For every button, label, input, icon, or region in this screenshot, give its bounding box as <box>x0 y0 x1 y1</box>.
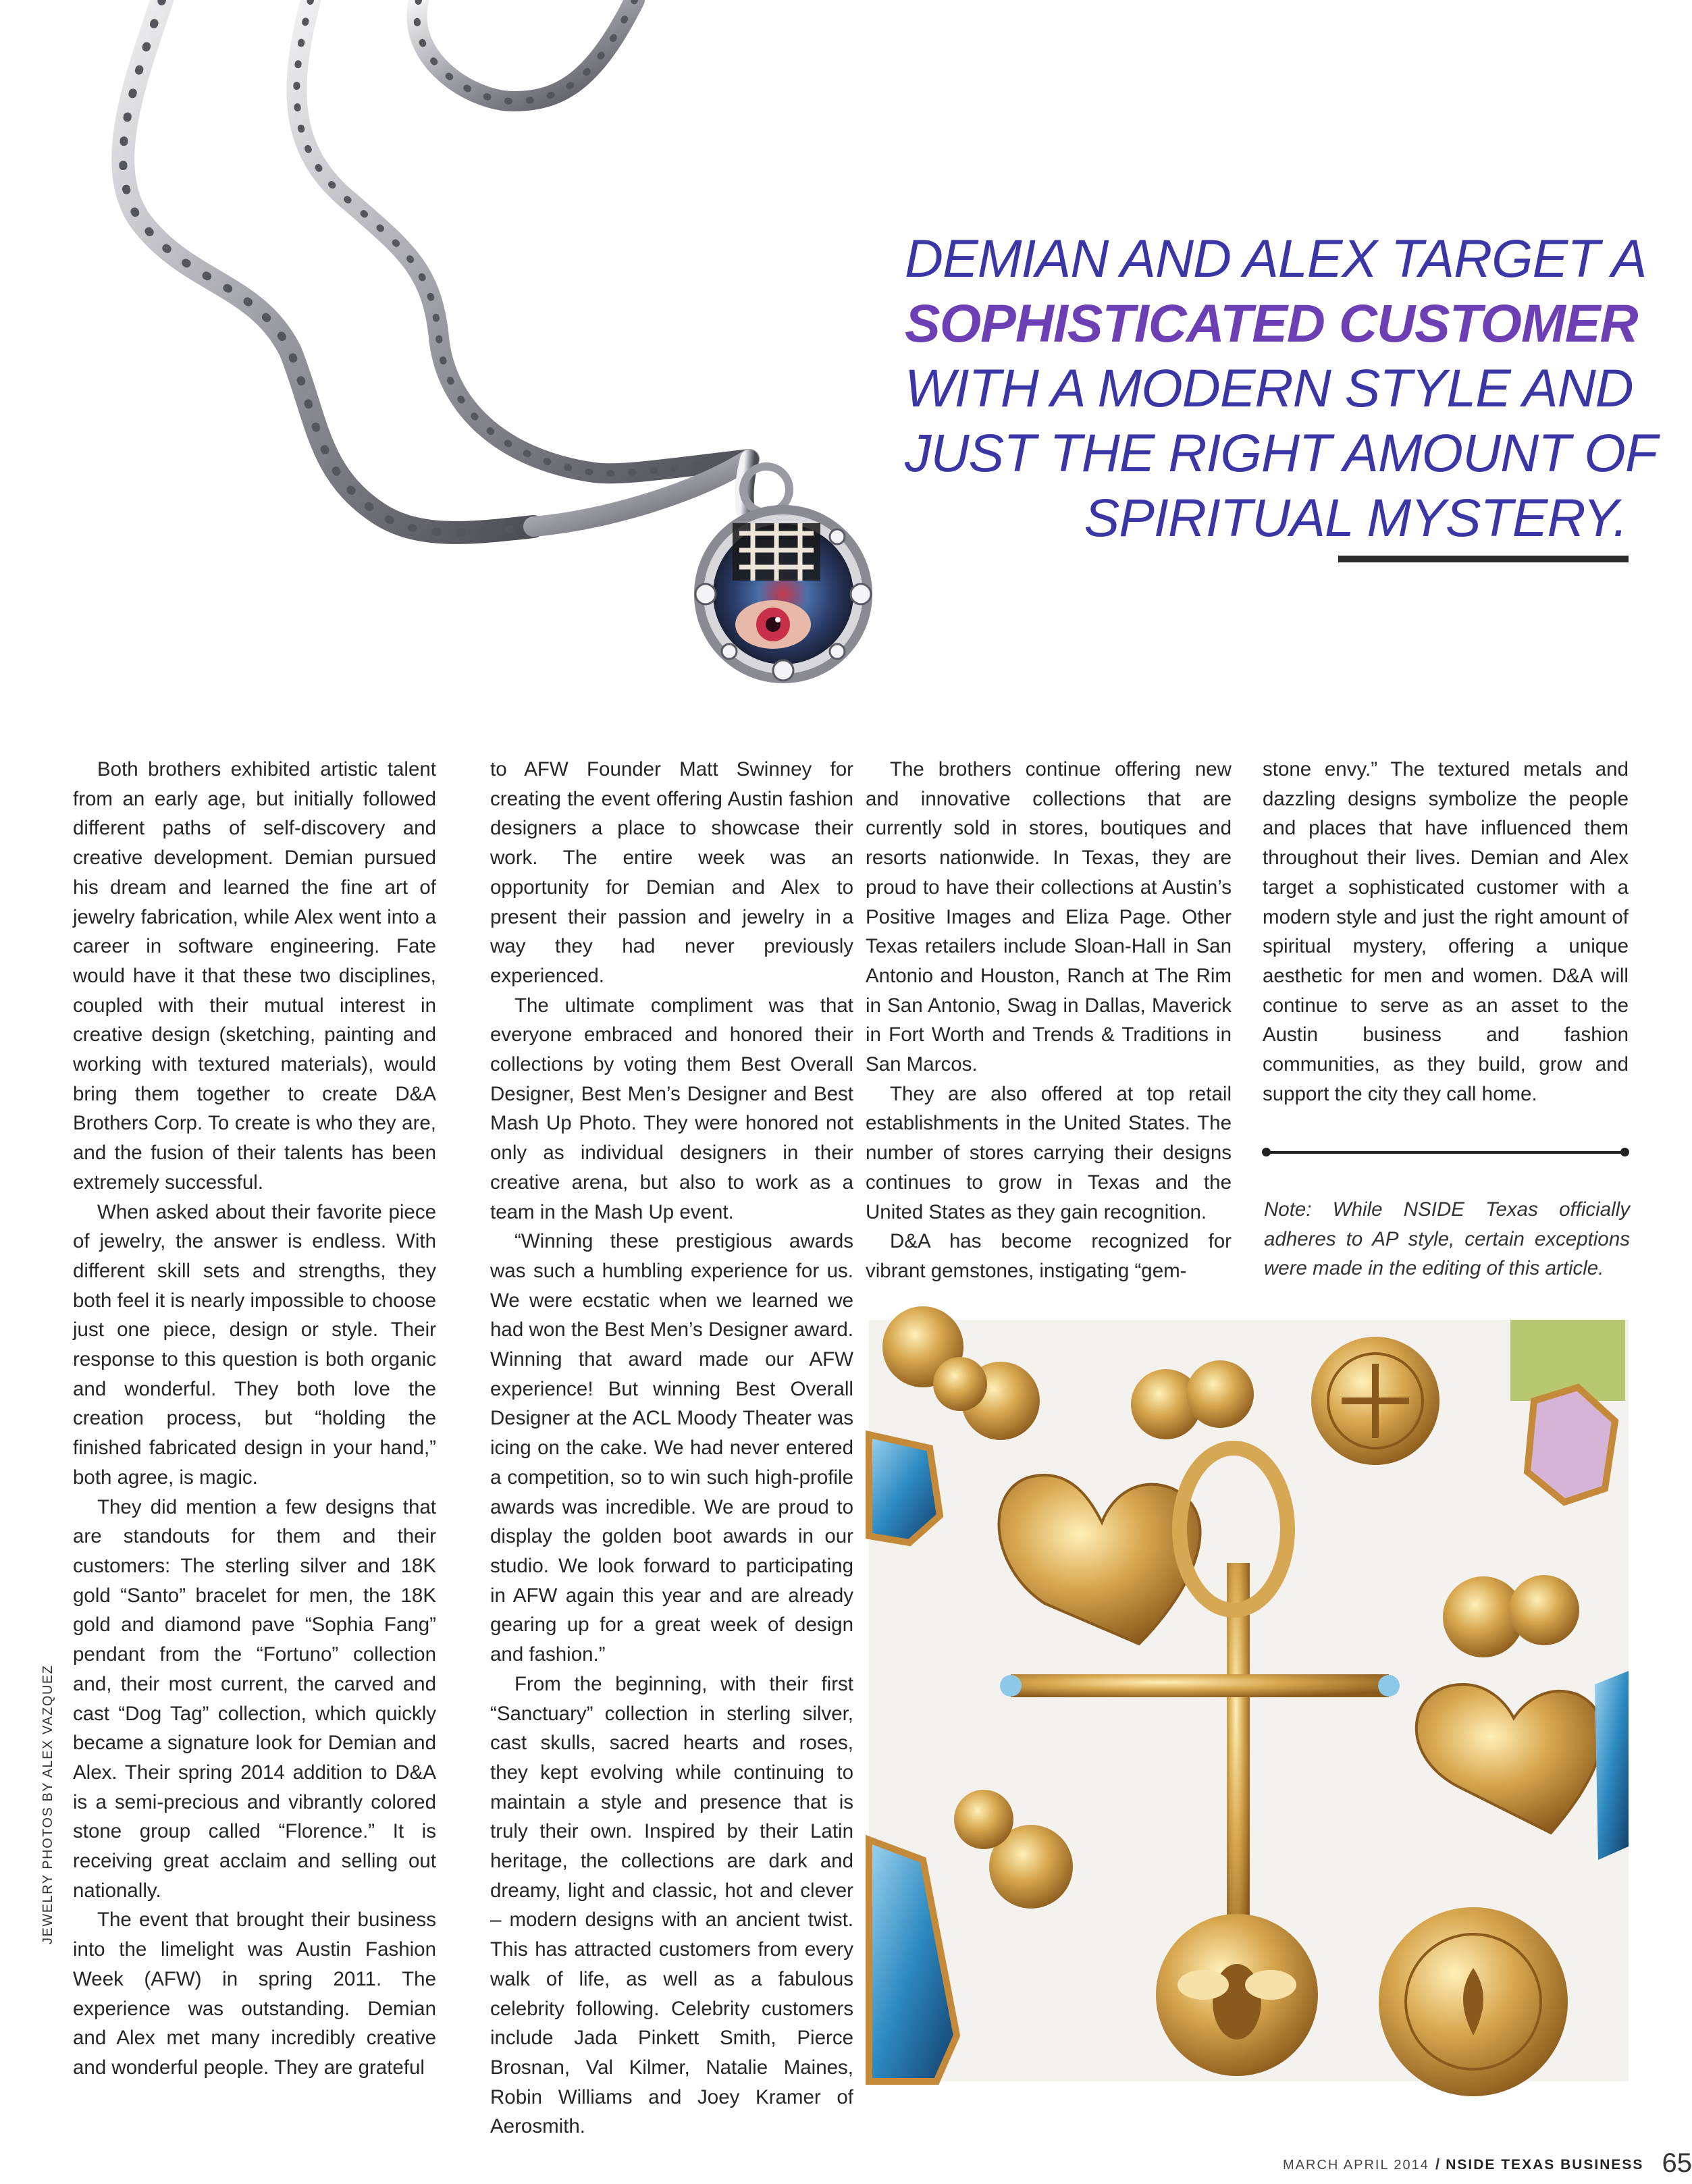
paragraph: The event that brought their business into the limelight was Austin Fashion Week (AFW) in spring 2011. The experience was outstanding. Demian and Alex met many incredibly creative and wonderful people. They are grateful <box>73 1909 436 2079</box>
necklace-photo <box>0 0 1053 736</box>
article-column-1 <box>73 755 436 2083</box>
divider-rule <box>1264 1151 1627 1154</box>
article-column-4 <box>1263 755 1629 1109</box>
pull-quote-line-1: DEMIAN AND ALEX TARGET A <box>905 228 1647 288</box>
paragraph: “Winning these prestigious awards was such a humbling experience for us. We were ecstatic when we learned we had won the Best Men’s Designer award. Winning that award made our AFW experience! But winning Best Overall Designer at the ACL Moody Theater was icing on the cake. We had never entered a competition, so to win such high-profile awards was incredible. We are proud to display the golden boot awards in our studio. We look forward to participating in AFW again this year and are already gearing up for a great week of design and fashion.” <box>490 1230 853 1666</box>
footer-separator: / <box>1435 2156 1440 2173</box>
page-footer <box>1283 2148 1692 2179</box>
paragraph: Both brothers exhibited artistic talent from an early age, but initially followed different paths of self-discovery and creative development. Demian pursued his dream and learned the fine art of jewelry fabrication, while Alex went into a career in software engineering. Fate would have it that these two disciplines, coupled with their mutual interest in creative design (sketching, painting and working with textured materials), would bring them together to create D&A Brothers Corp. To create is who they are, and the fusion of their talents has been extremely successful. <box>73 758 436 1194</box>
pull-quote-rule <box>1338 556 1629 562</box>
article-column-3 <box>866 755 1232 1286</box>
paragraph: D&A has become recognized for vibrant gemstones, instigating “gem- <box>866 1230 1232 1282</box>
paragraph: The brothers continue offering new and innovative collections that are currently sold in stores, boutiques and resorts nationwide. In Texas, they are proud to have their collections at Austin’s Positive Images and Eliza Page. Other Texas retailers include Sloan-Hall in San Antonio and Houston, Ranch at The Rim in San Antonio, Swag in Dallas, Maverick in Fort Worth and Trends & Traditions in San Marcos. <box>866 758 1232 1076</box>
article-column-2 <box>490 755 853 2141</box>
footer-magazine-name: NSIDE TEXAS BUSINESS <box>1446 2157 1644 2173</box>
paragraph: The ultimate compliment was that everyone embraced and honored their collections by voting them Best Overall Designer, Best Men’s Designer and Best Mash Up Photo. They were honored not only as individual designers in their creative arena, but also to work as a team in the Mash Up event. <box>490 994 853 1223</box>
pull-quote-line-3: WITH A MODERN STYLE AND <box>905 358 1633 418</box>
paragraph: to AFW Founder Matt Swinney for creating the event offering Austin fashion designers a place to showcase their work. The entire week was an opportunity for Demian and Alex to present their passion and jewelry in a way they had never previously experienced. <box>490 758 853 987</box>
page-number: 65 <box>1662 2148 1692 2178</box>
pull-quote-highlight: SOPHISTICATED CUSTOMER <box>905 293 1638 353</box>
pull-quote <box>905 226 1658 550</box>
footer-issue-date: MARCH APRIL 2014 <box>1283 2158 1429 2173</box>
photo-credit: JEWELRY PHOTOS BY ALEX VAZQUEZ <box>41 1664 55 1944</box>
gold-jewelry-photo <box>869 1320 1629 2081</box>
paragraph: stone envy.” The textured metals and dazzling designs symbolize the people and places that have influenced them throughout their lives. Demian and Alex target a sophisticated customer with a modern style and just the right amount of spiritual mystery, offering a unique aesthetic for men and women. D&A will continue to serve as an asset to the Austin business and fashion communities, as they build, grow and support the city they call home. <box>1263 758 1629 1105</box>
paragraph: When asked about their favorite piece of jewelry, the answer is endless. With different skill sets and strengths, they both feel it is nearly impossible to choose just one piece, design or style. Their response to this question is both organic and wonderful. They both love the creation process, but “holding the finished fabricated design in your hand,” both agree, is magic. <box>73 1200 436 1489</box>
paragraph: They did mention a few designs that are standouts for them and their customers: The sterling silver and 18K gold “Santo” bracelet for men, the 18K gold and diamond pave “Sophia Fang” pendant from the “Fortuno” collection and, their most current, the carved and cast “Dog Tag” collection, which quickly became a signature look for Demian and Alex. Their spring 2014 addition to D&A is a semi-precious and vibrantly colored stone group called “Florence.” It is receiving great acclaim and selling out nationally. <box>73 1495 436 1902</box>
pull-quote-line-5: SPIRITUAL MYSTERY. <box>1084 487 1627 548</box>
paragraph: From the beginning, with their first “Sanctuary” collection in sterling silver, cast skulls, sacred hearts and roses, they kept evolving while continuing to maintain a style and presence that is truly their own. Inspired by their Latin heritage, the collections are dark and dreamy, light and classic, hot and clever – modern designs with an ancient twist. This has attracted customers from every walk of life, as well as a fabulous celebrity following. Celebrity customers include Jada Pinkett Smith, Pierce Brosnan, Val Kilmer, Natalie Maines, Robin Williams and Joey Kramer of Aerosmith. <box>490 1672 853 2138</box>
paragraph: They are also offered at top retail establishments in the United States. The number of stores carrying their designs continues to grow in Texas and the United States as they gain recognition. <box>866 1082 1232 1223</box>
editor-note: Note: While NSIDE Texas officially adheres to AP style, certain exceptions were made in the editing of this article. <box>1264 1198 1630 1280</box>
pull-quote-line-4: JUST THE RIGHT AMOUNT OF <box>905 423 1658 483</box>
